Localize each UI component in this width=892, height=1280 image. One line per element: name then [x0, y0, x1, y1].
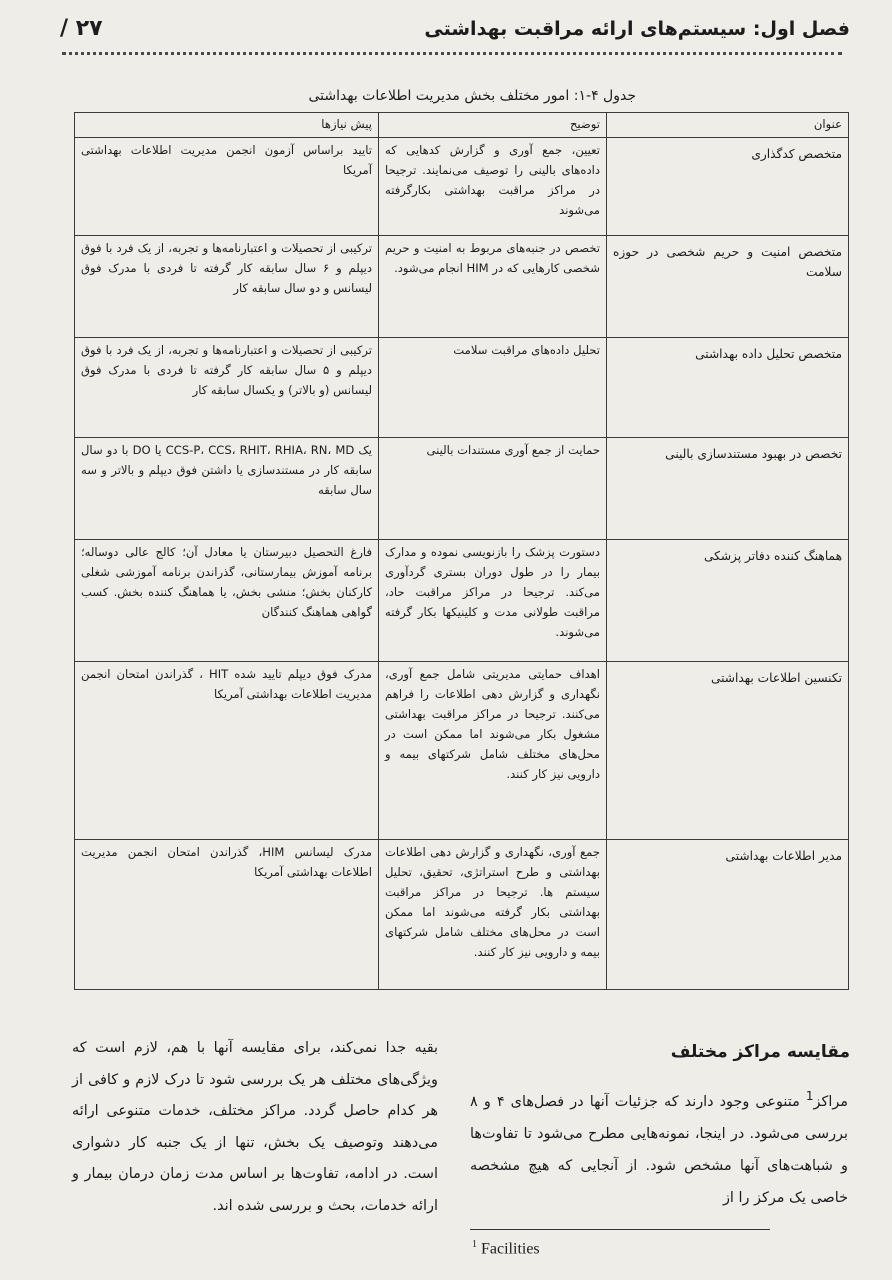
role-description: دستورت پزشک را بازنویسی نموده و مدارک بیمار را در طول دوران بستری گردآوری می‌کند. ترجیحا در مراکز مراقبت حاد، مراقبت طولانی مدت و کلینیکها بکار گرفته می‌شوند.	[379, 540, 607, 662]
role-title: تکنسین اطلاعات بهداشتی	[607, 662, 849, 840]
table-row	[75, 662, 849, 840]
header-dotted-rule	[62, 52, 842, 55]
role-description: تحلیل داده‌های مراقبت سلامت	[379, 338, 607, 438]
role-prerequisites: فارغ التحصیل دبیرستان یا معادل آن؛ کالج عالی دوساله؛ برنامه آموزش بیمارستانی، گذراندن برنامه آموزشی شغلی کارکنان بخش؛ منشی بخش، یا هماهنگ کننده بخش. کسب گواهی هماهنگ کنندگان	[75, 540, 379, 662]
role-title: متخصص امنیت و حریم شخصی در حوزه سلامت	[607, 236, 849, 338]
role-description: جمع آوری، نگهداری و گزارش دهی اطلاعات بهداشتی و طرح استراتژی، تحقیق، تحلیل سیستم ها. ترجیحا در مراکز مراقبت بهداشتی بکار گرفته می‌شوند اما ممکن است در محل‌های مختلف شامل شرکتهای بیمه و دارویی نیز کار کنند.	[379, 840, 607, 990]
role-title: مدیر اطلاعات بهداشتی	[607, 840, 849, 990]
role-prerequisites: یک CCS-P، CCS، RHIT، RHIA، RN، MD یا DO با دو سال سابقه کار در مستندسازی یا داشتن فوق دیپلم و بالاتر و سه سال سابقه	[75, 438, 379, 540]
table-caption: جدول ۴-۱: امور مختلف بخش مدیریت اطلاعات بهداشتی	[308, 88, 636, 104]
role-description: تخصص در جنبه‌های مربوط به امنیت و حریم شخصی کارهایی که در HIM انجام می‌شود.	[379, 236, 607, 338]
column-header-title: عنوان	[607, 113, 849, 138]
role-title: متخصص تحلیل داده بهداشتی	[607, 338, 849, 438]
footnote-text: Facilities	[481, 1240, 540, 1258]
table-row	[75, 438, 849, 540]
footnote	[472, 1239, 540, 1258]
role-description: اهداف حمایتی مدیریتی شامل جمع آوری، نگهداری و گزارش دهی اطلاعات را فراهم می‌کنند. ترجیحا در مراکز مراقبت بهداشتی مشغول بکار می‌شوند اما ممکن است در محل‌های مختلف شامل شرکتهای بیمه و دارویی نیز کار کنند.	[379, 662, 607, 840]
role-prerequisites: مدرک فوق دیپلم تایید شده HIT ، گذراندن امتحان انجمن مدیریت اطلاعات بهداشتی آمریکا	[75, 662, 379, 840]
role-title: متخصص کدگذاری	[607, 138, 849, 236]
table-header-row	[75, 113, 849, 138]
column-header-description: توضیح	[379, 113, 607, 138]
role-description: حمایت از جمع آوری مستندات بالینی	[379, 438, 607, 540]
running-head	[60, 14, 850, 46]
role-prerequisites: مدرک لیسانس HIM، گذراندن امتحان انجمن مدیریت اطلاعات بهداشتی آمریکا	[75, 840, 379, 990]
role-title: هماهنگ کننده دفاتر پزشکی	[607, 540, 849, 662]
table-row	[75, 236, 849, 338]
footnote-mark: 1	[472, 1239, 477, 1250]
footnote-rule	[470, 1229, 770, 1230]
column-header-prerequisites: پیش نیازها	[75, 113, 379, 138]
role-prerequisites: ترکیبی از تحصیلات و اعتبارنامه‌ها و تجربه، از یک فرد با فوق دیپلم و ۵ سال سابقه کار گرفته تا فردی با مدرک فوق لیسانس (و بالاتر) و یکسال سابقه کار	[75, 338, 379, 438]
table-row	[75, 540, 849, 662]
body-text-right-column	[470, 1080, 848, 1214]
table-row	[75, 338, 849, 438]
chapter-title: فصل اول: سیستم‌های ارائه مراقبت بهداشتی	[424, 18, 850, 40]
footnoted-word: مراکز	[813, 1093, 848, 1110]
role-prerequisites: تایید براساس آزمون انجمن مدیریت اطلاعات بهداشتی آمریکا	[75, 138, 379, 236]
footnote-reference: 1	[805, 1089, 814, 1103]
table-row	[75, 840, 849, 990]
him-roles-table	[74, 112, 849, 990]
body-text-left-column: بقیه جدا نمی‌کند، برای مقایسه آنها با هم، لازم است که ویژگی‌های مختلف هر یک بررسی شود تا درک لازم و کافی از هر کدام حاصل گردد. مراکز مختلف، خدمات متنوعی ارائه می‌دهند وتوصیف یک بخش، تنها از یک جنبه کار دشواری است. در ادامه، تفاوت‌ها بر اساس مدت زمان درمان بیمار و ارائه خدمات، بحث و بررسی شده اند.	[72, 1040, 438, 1214]
section-heading: مقایسه مراکز مختلف	[670, 1042, 850, 1062]
body-text-continuation: متنوعی وجود دارند که جزئیات آنها در فصل‌های ۴ و ۸ بررسی می‌شود. در اینجا، نمونه‌هایی مطرح می‌شود تا تفاوت‌ها و شباهت‌های آنها مشخص شود. از آنجایی که هیچ مشخصه خاصی یک مرکز را از	[470, 1093, 848, 1206]
table-row	[75, 138, 849, 236]
page-number: ۲۷ /	[60, 16, 103, 41]
role-title: تخصص در بهبود مستندسازی بالینی	[607, 438, 849, 540]
role-description: تعیین، جمع آوری و گزارش کدهایی که داده‌های بالینی را توصیف می‌نمایند. ترجیحا در مراکز مراقبت بهداشتی بکارگرفته می‌شوند	[379, 138, 607, 236]
role-prerequisites: ترکیبی از تحصیلات و اعتبارنامه‌ها و تجربه، از یک فرد با فوق دیپلم و ۶ سال سابقه کار گرفته تا فردی با مدرک فوق لیسانس و دو سال سابقه کار	[75, 236, 379, 338]
